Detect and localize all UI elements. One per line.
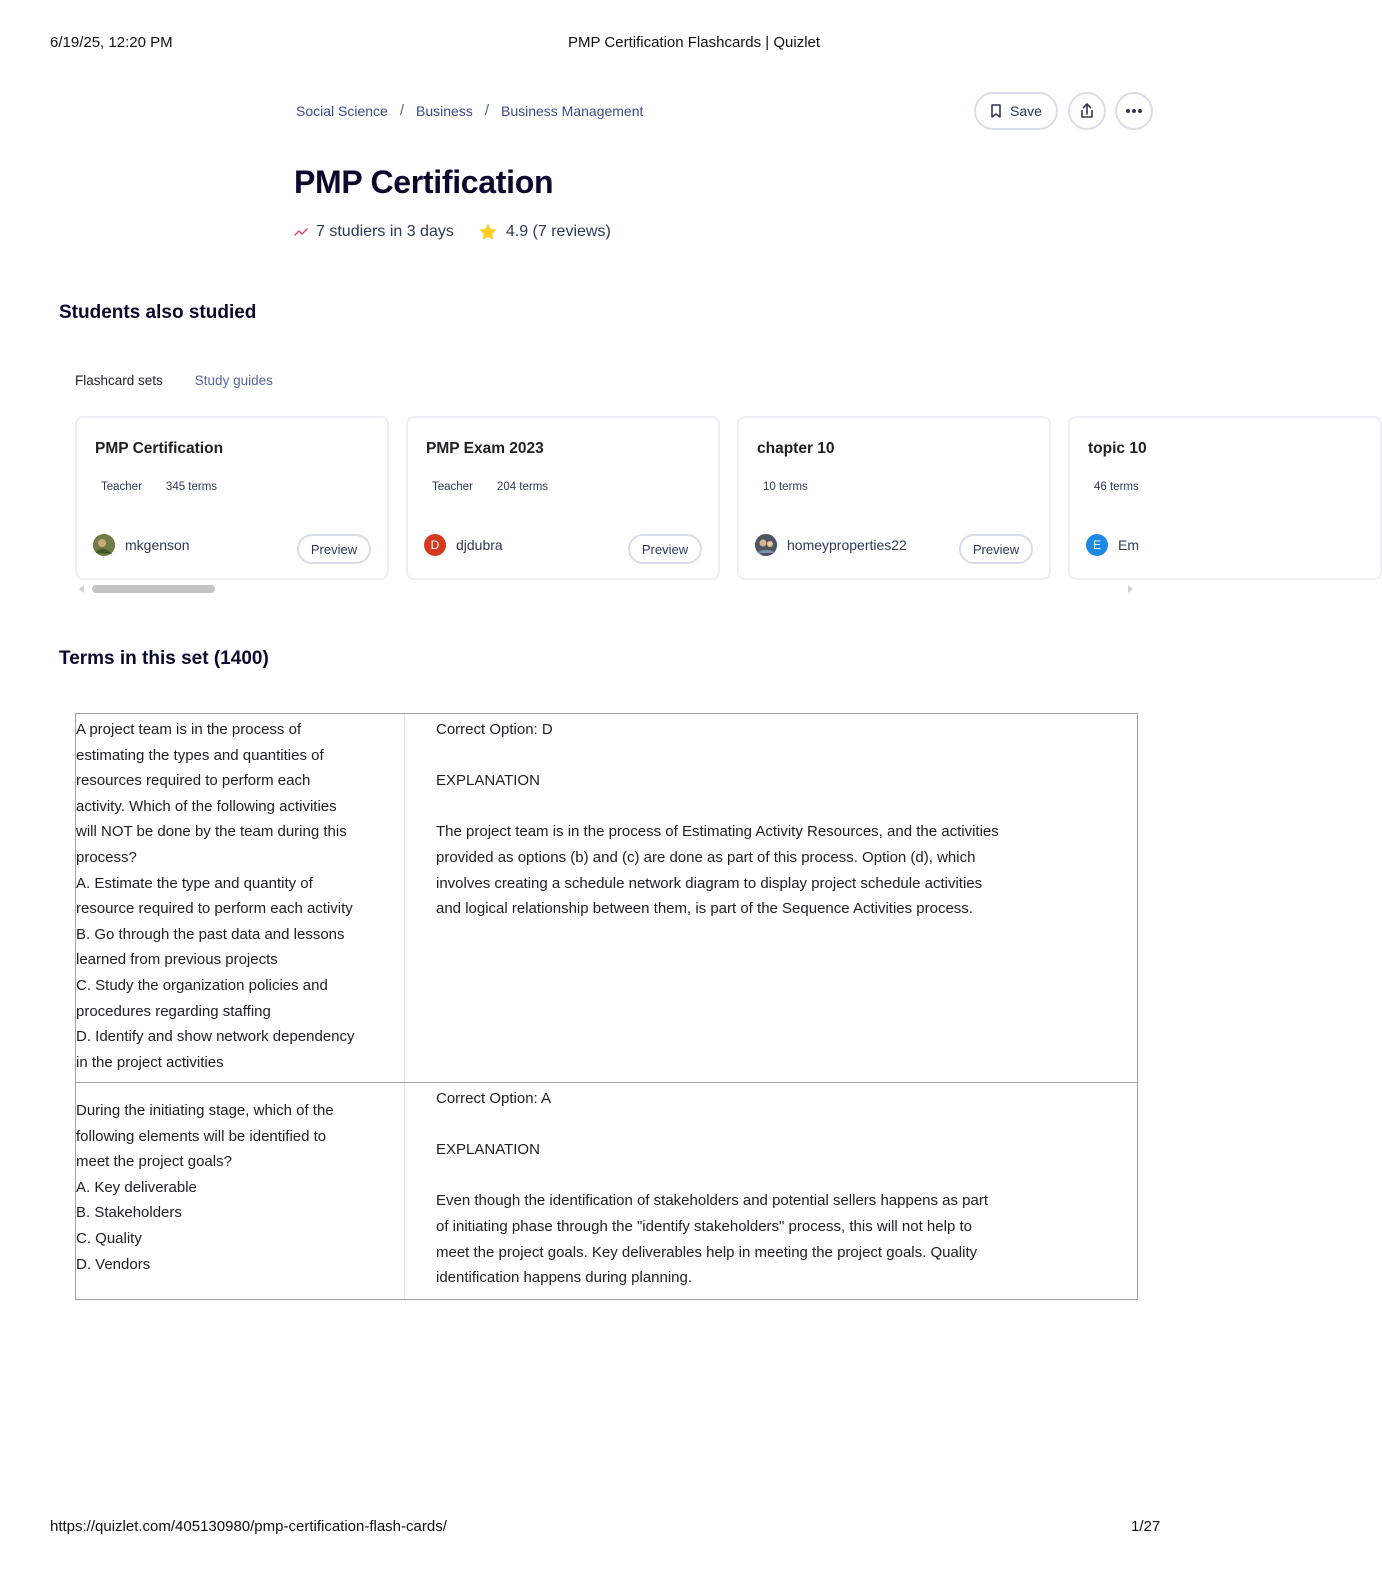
question-line: A. Estimate the type and quantity of (76, 874, 313, 892)
question-line: resources required to perform each (76, 772, 311, 790)
set-card[interactable] (737, 416, 1051, 580)
question-line: estimating the types and quantities of (76, 746, 324, 764)
preview-button[interactable]: Preview (628, 534, 702, 564)
print-page-title: PMP Certification Flashcards | Quizlet (568, 34, 821, 51)
author-name: djdubra (456, 537, 503, 553)
terms-heading: Terms in this set (1400) (59, 648, 269, 669)
tab-study-guides[interactable]: Study guides (194, 373, 273, 388)
question-line: A project team is in the process of (76, 721, 302, 738)
term-row (76, 714, 1137, 1082)
card-meta (763, 481, 808, 493)
card-meta (432, 481, 548, 493)
term-row (76, 1082, 1137, 1299)
term-question (76, 1083, 405, 1299)
question-line: following elements will be identified to (76, 1127, 327, 1145)
question-line: C. Quality (76, 1229, 142, 1247)
question-line: procedures regarding staffing (76, 1002, 271, 1020)
avatar (93, 534, 115, 556)
avatar: D (424, 534, 446, 556)
set-card[interactable] (1068, 416, 1382, 580)
breadcrumb-business[interactable]: Business (416, 102, 473, 119)
author-name: Em (1118, 537, 1139, 553)
card-title: PMP Exam 2023 (426, 440, 544, 457)
bookmark-icon (990, 104, 1002, 118)
card-author[interactable] (93, 534, 190, 556)
question-line: will NOT be done by the team during this (76, 823, 347, 841)
card-author[interactable] (755, 534, 907, 556)
card-clip (1068, 416, 1147, 580)
also-studied-tabs (75, 373, 273, 388)
explanation-line: meet the project goals. Key deliverables help in meeting the project goals. Quality (436, 1243, 978, 1261)
trending-icon (294, 227, 308, 237)
card-scrollbar[interactable] (78, 584, 1136, 594)
question-line: activity. Which of the following activities (76, 797, 337, 815)
explanation-line: provided as options (b) and (c) are done as part of this process. Option (d), which (436, 848, 976, 866)
question-line: process? (76, 848, 137, 866)
preview-button[interactable]: Preview (959, 534, 1033, 564)
card-terms: 10 terms (763, 481, 808, 493)
question-line: During the initiating stage, which of the (76, 1102, 334, 1119)
explanation-line: identification happens during planning. (436, 1269, 693, 1287)
save-button[interactable] (974, 92, 1058, 130)
avatar: E (1086, 534, 1108, 556)
explanation-line: and logical relationship between them, is part of the Sequence Activities process. (436, 900, 973, 918)
question-line: C. Study the organization policies and (76, 976, 328, 994)
correct-option: Correct Option: D (436, 721, 553, 738)
set-card[interactable] (75, 416, 389, 580)
explanation-label: EXPLANATION (436, 1141, 540, 1159)
breadcrumb-separator: / (484, 102, 489, 119)
more-options-button[interactable] (1115, 92, 1153, 130)
breadcrumb-separator: / (399, 102, 404, 119)
author-name: homeyproperties22 (787, 537, 907, 553)
print-datetime: 6/19/25, 12:20 PM (50, 34, 173, 51)
explanation-line: The project team is in the process of Estimating Activity Resources, and the activities (436, 823, 999, 841)
avatar (755, 534, 777, 556)
card-role: Teacher (101, 481, 142, 493)
question-line: meet the project goals? (76, 1153, 232, 1171)
explanation-label: EXPLANATION (436, 772, 540, 790)
card-terms: 46 terms (1094, 481, 1139, 493)
rating-value[interactable]: 4.9 (7 reviews) (505, 223, 611, 240)
question-line: D. Identify and show network dependency (76, 1028, 355, 1046)
scrollbar-thumb[interactable] (92, 585, 215, 593)
term-question (76, 714, 405, 1082)
more-icon (1125, 108, 1143, 114)
card-terms: 345 terms (165, 481, 218, 493)
correct-option: Correct Option: A (436, 1090, 552, 1107)
card-meta (101, 481, 217, 493)
breadcrumb (296, 102, 643, 119)
studiers-count: 7 studiers in 3 days (316, 223, 454, 240)
also-studied-heading: Students also studied (59, 302, 257, 323)
explanation-line: Even though the identification of stakeholders and potential sellers happens as part (436, 1192, 989, 1210)
explanation-line: involves creating a schedule network diagram to display project schedule activities (436, 874, 983, 892)
question-line: D. Vendors (76, 1255, 151, 1273)
term-answer (405, 714, 1137, 1082)
save-label: Save (1010, 103, 1042, 119)
card-role: Teacher (432, 481, 473, 493)
question-line: in the project activities (76, 1053, 224, 1071)
question-line: B. Go through the past data and lessons (76, 925, 345, 943)
share-icon (1078, 102, 1096, 120)
question-line: learned from previous projects (76, 951, 278, 969)
breadcrumb-business-management[interactable]: Business Management (500, 102, 644, 119)
breadcrumb-social-science[interactable]: Social Science (296, 102, 388, 119)
card-title: chapter 10 (757, 440, 835, 457)
tab-flashcard-sets[interactable]: Flashcard sets (75, 373, 163, 388)
card-author[interactable] (424, 534, 503, 556)
terms-table (75, 713, 1138, 1300)
share-button[interactable] (1068, 92, 1106, 130)
card-terms: 204 terms (496, 481, 549, 493)
print-url: https://quizlet.com/405130980/pmp-certification-flash-cards/ (50, 1518, 447, 1535)
page-title: PMP Certification (294, 164, 554, 200)
card-meta (1094, 481, 1139, 493)
question-line: resource required to perform each activity (76, 900, 353, 918)
term-answer (405, 1083, 1137, 1299)
author-name: mkgenson (125, 537, 190, 553)
preview-button[interactable]: Preview (297, 534, 371, 564)
set-card[interactable] (406, 416, 720, 580)
card-author[interactable] (1086, 534, 1139, 556)
scroll-left-icon[interactable] (78, 585, 86, 593)
question-line: B. Stakeholders (76, 1204, 182, 1222)
card-title: topic 10 (1088, 440, 1147, 457)
scroll-right-icon[interactable] (1126, 585, 1134, 593)
print-page-number: 1/27 (1131, 1518, 1161, 1535)
question-line: A. Key deliverable (76, 1178, 197, 1196)
card-title: PMP Certification (95, 440, 224, 457)
explanation-line: of initiating phase through the "identify stakeholders" process, this will not help to (436, 1217, 972, 1235)
star-icon (478, 222, 498, 242)
set-stats (294, 222, 611, 242)
